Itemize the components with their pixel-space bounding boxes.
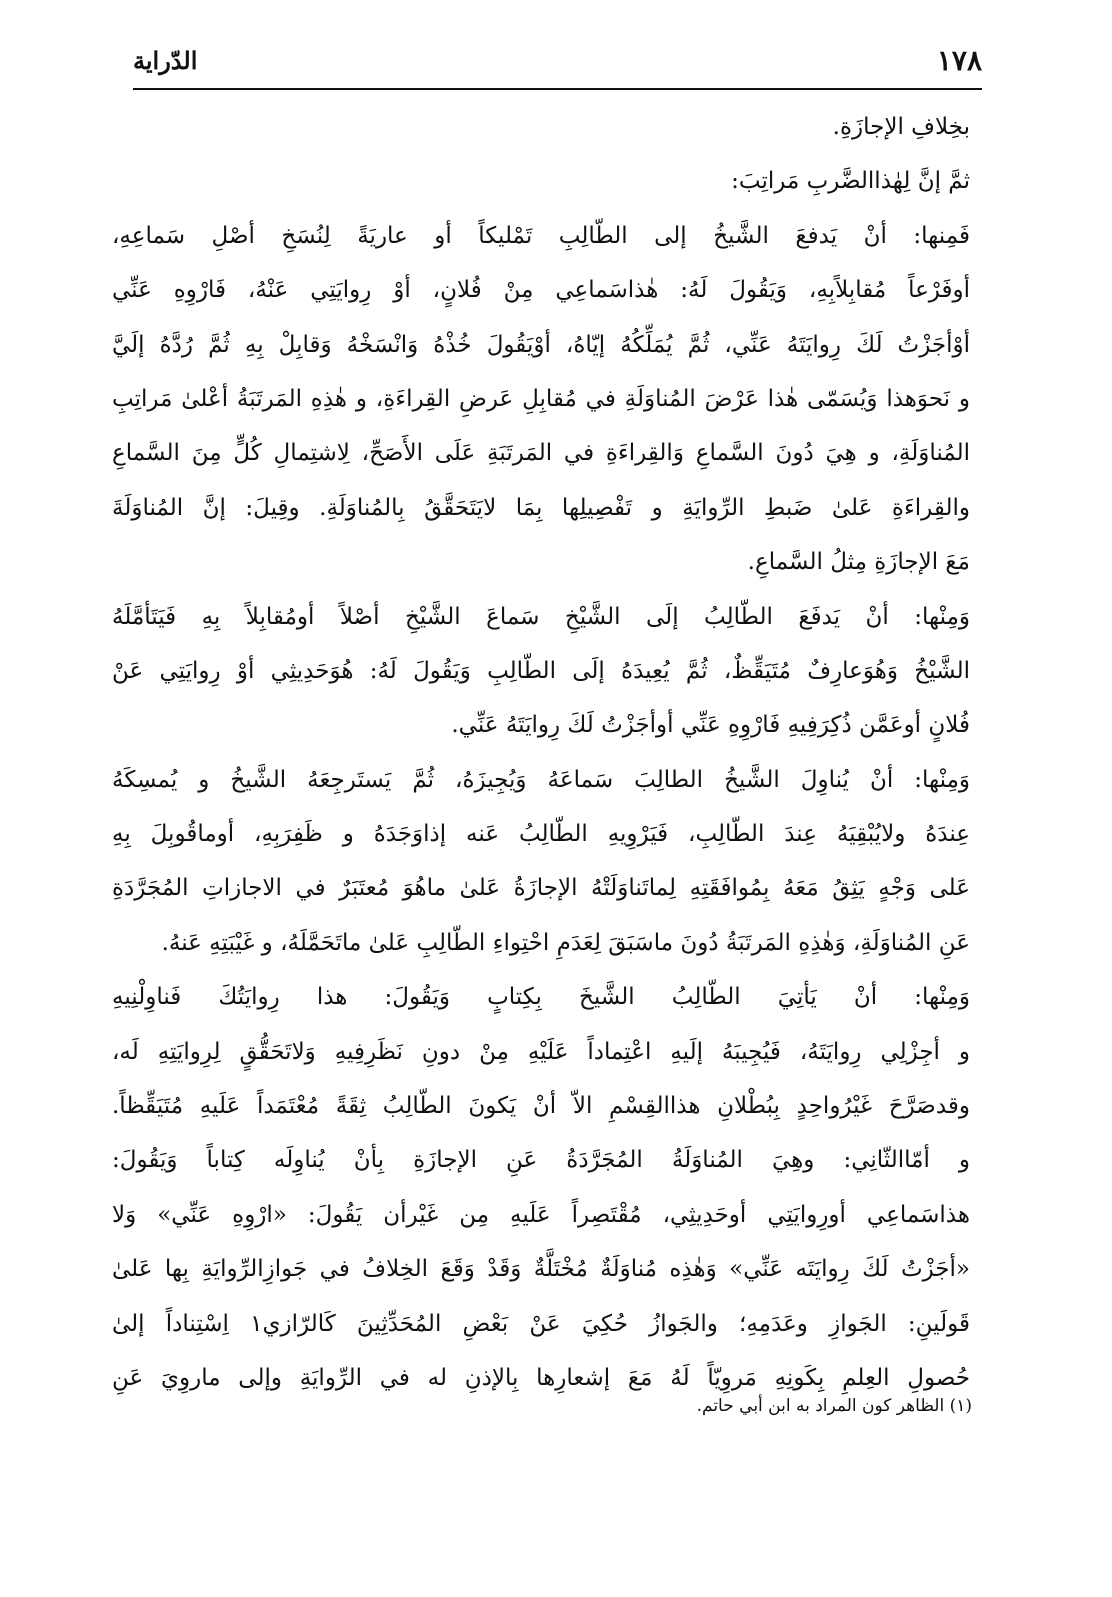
text-line: و نَحوَهذا وَيُسَمّى هٰذا عَرْضَ المُناوَلَةِ في مُقابِلِ عَرضِ القِراءَةِ، و هٰذِهِ المَرتَبَةُ أعْلىٰ مَراتِبِ (112, 385, 970, 412)
header-divider (133, 88, 982, 90)
text-line: ثمَّ إنَّ لِهٰذاالضَّربِ مَراتِبَ: (731, 168, 970, 195)
text-line: والقِراءَةِ عَلىٰ ضَبطِ الرِّوايَةِ و تَفْصِيلِها بِمَا لايَتَحَقَّقُ بِالمُناوَلَةِ. وقِيلَ: إنَّ المُناوَلَةَ (112, 494, 970, 521)
running-title: الدّراية (133, 46, 198, 75)
text-line: المُناوَلَةِ، و هِيَ دُونَ السَّماعِ وَالقِراءَةِ في المَرتَبَةِ عَلَى الأَصَحِّ، لِاشتِمالِ كُلٍّ مِنَ السَّماعِ (112, 440, 970, 467)
text-line: مَعَ الإجازَةِ مِثلُ السَّماعِ. (747, 549, 970, 576)
text-line: هذاسَماعِي أورِوايَتِي أوحَدِيثِي، مُقْتَصِراً عَلَيهِ مِن غَيْرأن يَقُولَ: «ارْوِهِ عَنِّي» وَلا (112, 1201, 970, 1228)
page-header (133, 40, 982, 88)
text-line: وَمِنْها: أنْ يُناوِلَ الشَّيخُ الطالِبَ سَماعَهُ وَيُجِيزَهُ، ثُمَّ يَستَرجِعَهُ الشَّيخُ و يُمسِكَهُ (112, 766, 970, 793)
text-line: وَمِنْها: أنْ يَأتِيَ الطّالِبُ الشَّيخَ بِكِتابٍ وَيَقُولَ: هذا رِوايَتُكَ فَناوِلْنِيهِ (112, 984, 970, 1011)
text-line: أوفَرْعاً مُقابِلاًبِهِ، وَيَقُولَ لَهُ: هٰذاسَماعِي مِنْ فُلانٍ، أوْ رِوايَتِي عَنْهُ، فَارْوِهِ عَنِّي (112, 277, 970, 304)
text-line: الشَّيْخُ وَهُوَعارِفٌ مُتَيَقِّظٌ، ثُمَّ يُعِيدَهُ إلَى الطّالِبِ وَيَقُولَ لَهُ: هُوَحَدِيثِي أوْ رِوايَتِي عَنْ (112, 657, 970, 684)
text-line: قَولَينِ: الجَوازِ وعَدَمِهِ؛ والجَوازُ حُكِيَ عَنْ بَعْضِ المُحَدِّثِينَ كَالرّازي١ اِسْتِناداً إلىٰ (112, 1310, 970, 1337)
text-line: عِندَهُ ولايُبْقِيَهُ عِندَ الطّالِبِ، فَيَرْوِيهِ الطّالِبُ عَنه إذاوَجَدَهُ و ظَفِرَبِهِ، أوماقُوبِلَ بِهِ (112, 821, 970, 848)
text-line: حُصولِ العِلمِ بِكَونِهِ مَروِيّاً لَهُ مَعَ إشعارِها بِالإذنِ له في الرِّوايَةِ وإلى ماروِيَ عَنِ (112, 1364, 970, 1391)
text-line: و أجِزْلِي رِوايَتَهُ، فَيُجِيبَهُ إلَيهِ اعْتِماداً عَلَيْهِ مِنْ دونِ نَظَرِفِيهِ وَلاتَحَقُّقٍ لِرِوايَتِهِ لَه، (112, 1038, 970, 1065)
text-line: فُلانٍ أوعَمَّن ذُكِرَفِيهِ فَارْوِهِ عَنِّي أوأجَزْتُ لَكَ رِوايَتَهُ عَنِّي. (451, 712, 970, 739)
text-line: وقدصَرَّحَ غَيْرُواحِدٍ بِبُطْلانِ هذاالقِسْمِ الاّ أنْ يَكونَ الطّالِبُ ثِقَةً مُعْتَمَداً عَلَيهِ مُتَيَقِّظاً. (112, 1093, 970, 1120)
text-line: «أجَزْتُ لَكَ رِوايَتَه عَنِّي» وَهٰذِه مُناوَلَةٌ مُخْتَلَّةٌ وَقَدْ وَقَعَ الخِلافُ في جَوازِالرِّوايَةِ بِها عَلىٰ (112, 1256, 970, 1283)
text-line: أوْأجَزْتُ لَكَ رِوايَتَهُ عَنِّي، ثُمَّ يُمَلِّكُهُ إيّاهُ، أوْيَقُولَ خُذْهُ وَانْسَخْهُ وَقابِلْ بِهِ ثُمَّ رُدَّهُ إلَيَّ (112, 331, 970, 358)
text-line: فَمِنها: أنْ يَدفعَ الشَّيخُ إلى الطّالِبِ تَمْليكاً أو عاريَةً لِنُسَخِ أصْلِ سَماعِهِ، (112, 222, 970, 249)
text-line: و أمّاالثّانِي: وهِيَ المُناوَلَةُ المُجَرَّدَةُ عَنِ الإجازَةِ بِأنْ يُناوِلَه كِتاباً وَيَقُولَ: (112, 1147, 970, 1174)
text-line: وَمِنْها: أنْ يَدفَعَ الطّالِبُ إلَى الشَّيْخِ سَماعَ الشَّيْخِ أصْلاً أومُقابِلاً بِهِ فَيَتَأمَّلَهُ (112, 603, 970, 630)
page-number: ١٧٨ (936, 44, 982, 77)
text-line: بخِلافِ الإجازَةِ. (832, 114, 970, 140)
text-line: عَنِ المُناوَلَةِ، وَهٰذِهِ المَرتَبَةُ دُونَ ماسَبَقَ لِعَدَمِ احْتِواءِ الطّالِبِ عَلىٰ ماتَحَمَّلَهُ، و غَيْبَتِهِ عَنهُ. (161, 929, 970, 956)
body-text (112, 100, 970, 1405)
footnote: (١) الظاهر كون المراد به ابن أبي حاتم. (696, 1396, 972, 1416)
text-line: عَلى وَجْهٍ يَثِقُ مَعَهُ بِمُوافَقَتِهِ لِماتَناوَلَتْهُ الإجازَةُ عَلىٰ ماهُوَ مُعتَبَرٌ في الاجازاتِ المُجَرَّدَةِ (112, 875, 970, 902)
